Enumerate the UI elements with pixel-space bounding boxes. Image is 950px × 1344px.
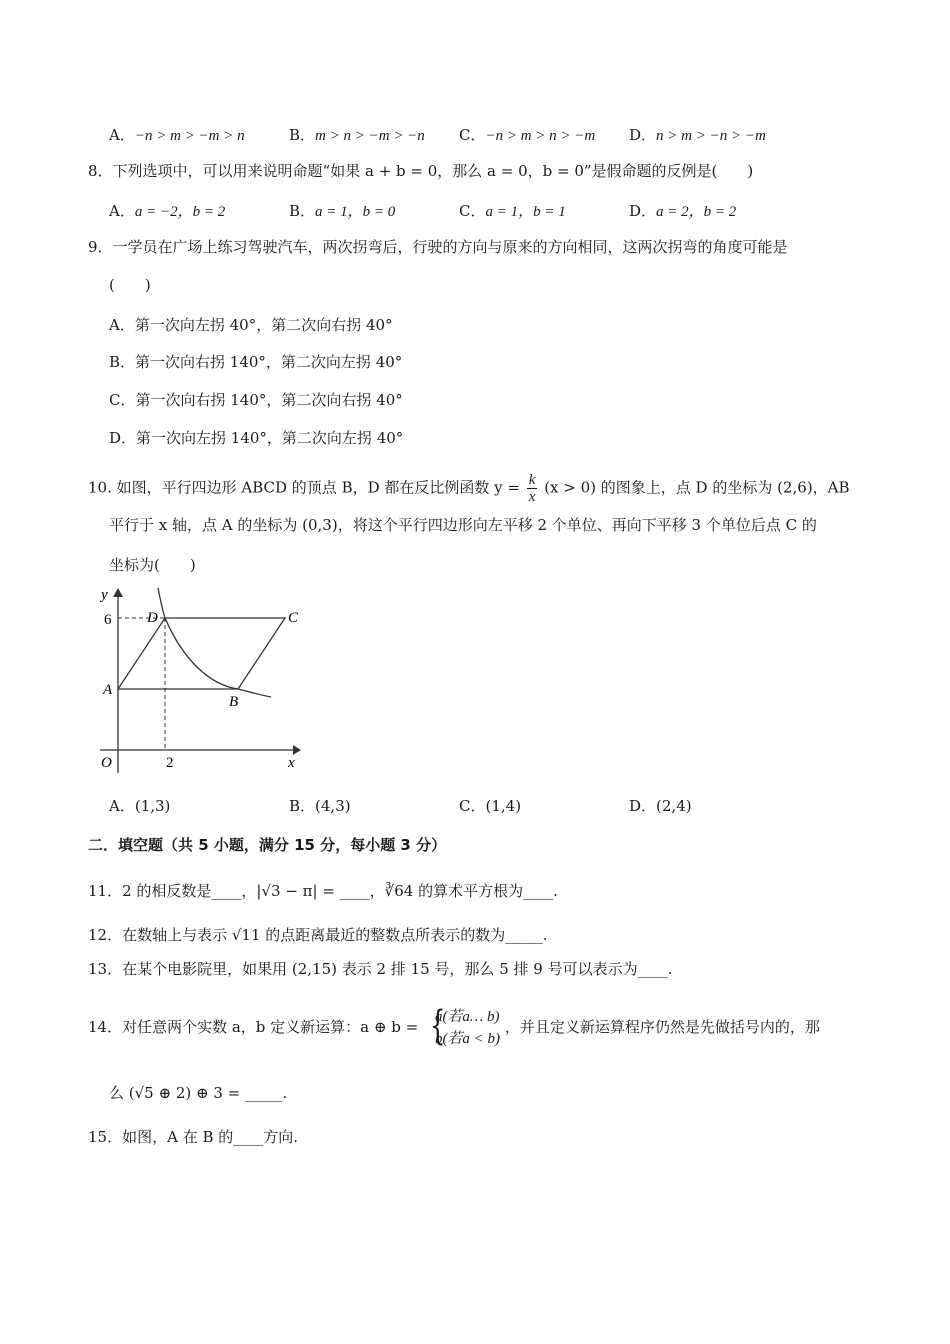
label-b: B [229, 694, 239, 710]
q7-option-c: C．−n > m > n > −m [459, 126, 596, 144]
q9-stem-line1: 9．一学员在广场上练习驾驶汽车，两次拐弯后，行驶的方向与原来的方向相同，这两次拐弯的角度可能是 [88, 238, 788, 256]
q10-stem-part-b: (x > 0) 的图象上，点 D 的坐标为 (2,6)，AB [544, 478, 850, 497]
label-six: 6 [104, 612, 112, 628]
q10-stem-line3: 坐标为( ) [109, 556, 196, 574]
q10-option-c: C．(1,4) [459, 797, 522, 815]
q14-piecewise [425, 1003, 501, 1050]
q7-option-d: D．n > m > −n > −m [629, 126, 766, 144]
fraction-denominator: x [528, 489, 536, 505]
left-brace-icon: { [430, 1003, 446, 1049]
q9-option-a: A．第一次向左拐 40°，第二次向右拐 40° [109, 316, 393, 334]
label-origin: O [101, 755, 112, 771]
q9-stem-line2: ( ) [109, 276, 151, 294]
q10-option-b: B．(4,3) [289, 797, 351, 815]
label-a: A [103, 682, 113, 698]
q9-option-d: D．第一次向左拐 140°，第二次向左拐 40° [109, 429, 404, 447]
q10-stem-line2: 平行于 x 轴，点 A 的坐标为 (0,3)，将这个平行四边形向左平移 2 个单位、再向下平移 3 个单位后点 C 的 [109, 516, 817, 534]
fraction-k-over-x [527, 472, 538, 505]
label-two: 2 [166, 755, 174, 771]
q10-figure [95, 585, 310, 775]
q8-option-c: C．a = 1，b = 1 [459, 202, 566, 220]
q10-stem-line1 [88, 472, 850, 505]
q14-tail: ，并且定义新运算程序仍然是先做括号内的，那 [504, 1018, 820, 1036]
q9-option-b: B．第一次向右拐 140°，第二次向左拐 40° [109, 353, 403, 371]
q9-option-c: C．第一次向右拐 140°，第二次向右拐 40° [109, 391, 403, 409]
y-axis-arrow [113, 588, 123, 597]
q10-option-a: A．(1,3) [109, 797, 171, 815]
q7-option-a: A．−n > m > −m > n [109, 126, 245, 144]
parallelogram-abcd [118, 618, 285, 689]
q12-text: 12．在数轴上与表示 √11 的点距离最近的整数点所表示的数为_____. [88, 926, 548, 944]
q8-option-d: D．a = 2，b = 2 [629, 202, 737, 220]
q8-option-b: B．a = 1，b = 0 [289, 202, 396, 220]
q14-case1: a(若a… b) [434, 1009, 500, 1025]
q15-text: 15．如图，A 在 B 的____方向. [88, 1128, 299, 1146]
section-2-title: 二．填空题（共 5 小题，满分 15 分，每小题 3 分） [88, 836, 447, 854]
label-y: y [101, 587, 108, 603]
q14-line2: 么 (√5 ⊕ 2) ⊕ 3 = _____. [109, 1084, 288, 1102]
label-x: x [288, 755, 295, 771]
q14-lead: 14．对任意两个实数 a，b 定义新运算：a ⊕ b = [88, 1018, 419, 1036]
q7-option-b: B．m > n > −m > −n [289, 126, 425, 144]
q13-text: 13．在某个电影院里，如果用 (2,15) 表示 2 排 15 号，那么 5 排 9 号可以表示为____. [88, 960, 673, 978]
q11-text: 11．2 的相反数是____，|√3 − π| = ____，∛64 的算术平方根为____. [88, 882, 558, 900]
q10-stem-part-a: 10. 如图，平行四边形 ABCD 的顶点 B，D 都在反比例函数 y = [88, 478, 520, 497]
q8-option-a: A．a = −2，b = 2 [109, 202, 226, 220]
label-d: D [147, 610, 158, 626]
hyperbola-curve [158, 588, 271, 697]
label-c: C [288, 610, 299, 626]
q14-case2: b(若a < b) [434, 1031, 501, 1047]
fraction-numerator: k [528, 472, 536, 488]
q10-option-d: D．(2,4) [629, 797, 692, 815]
q14-line1 [88, 1003, 820, 1050]
q8-stem: 8．下列选项中，可以用来说明命题“如果 a + b = 0，那么 a = 0，b = 0”是假命题的反例是( ) [88, 162, 754, 180]
x-axis-arrow [293, 745, 301, 755]
